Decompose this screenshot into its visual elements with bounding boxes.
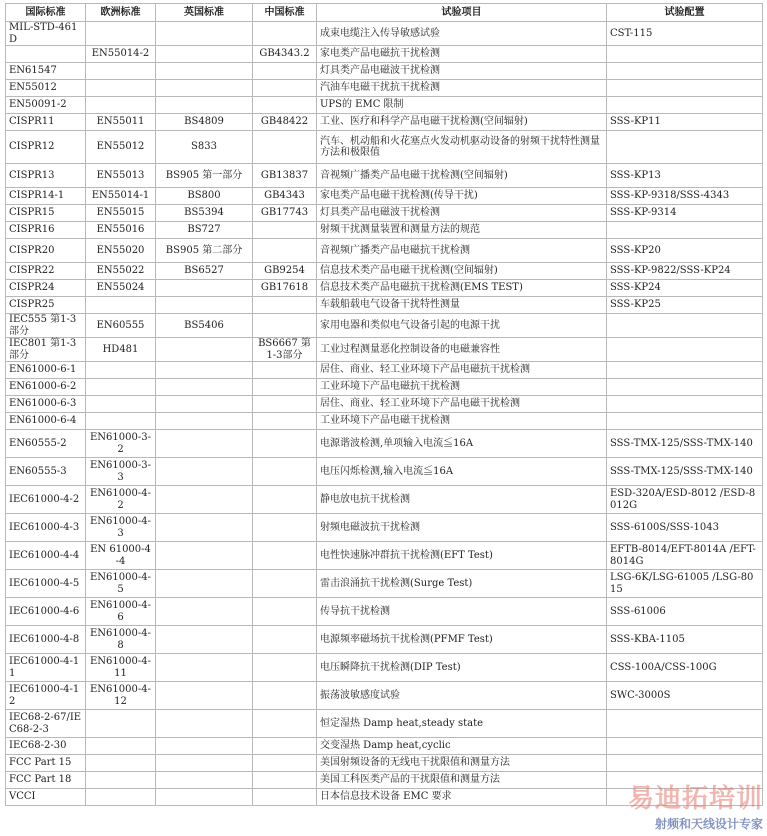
cell-intl-standard: CISPR14-1 [6, 188, 86, 205]
cell-cn-standard: GB48422 [253, 114, 317, 131]
cell-test-item: 射频干扰测量装置和测量方法的规范 [317, 222, 607, 239]
header-uk-standard: 英国标准 [156, 4, 253, 22]
cell-test-item: 工业环境下产品电磁干扰检测 [317, 413, 607, 430]
cell-uk-standard: BS727 [156, 222, 253, 239]
cell-eu-standard: EN61000-4-8 [86, 626, 156, 654]
cell-cn-standard [253, 396, 317, 413]
cell-test-config [607, 222, 763, 239]
cell-test-config [607, 338, 763, 362]
table-row [6, 654, 763, 682]
cell-test-config: SSS-KBA-1105 [607, 626, 763, 654]
cell-intl-standard: EN60555-2 [6, 430, 86, 458]
cell-uk-standard [156, 338, 253, 362]
cell-intl-standard: IEC555 第1-3部分 [6, 314, 86, 338]
cell-test-item: 电压瞬降抗干扰检测(DIP Test) [317, 654, 607, 682]
cell-eu-standard: EN55020 [86, 239, 156, 263]
cell-intl-standard: FCC Part 15 [6, 755, 86, 772]
table-row [6, 430, 763, 458]
cell-uk-standard [156, 738, 253, 755]
cell-cn-standard [253, 413, 317, 430]
table-row [6, 396, 763, 413]
cell-test-config: SSS-6100S/SSS-1043 [607, 514, 763, 542]
cell-eu-standard [86, 362, 156, 379]
cell-intl-standard: CISPR24 [6, 280, 86, 297]
table-row [6, 22, 763, 46]
cell-test-item: 成束电缆注入传导敏感试验 [317, 22, 607, 46]
cell-test-item: 美国工科医类产品的干扰限值和测量方法 [317, 772, 607, 789]
cell-eu-standard [86, 738, 156, 755]
cell-cn-standard [253, 458, 317, 486]
cell-intl-standard: EN61000-6-3 [6, 396, 86, 413]
cell-eu-standard: EN55011 [86, 114, 156, 131]
cell-cn-standard [253, 22, 317, 46]
cell-cn-standard [253, 789, 317, 806]
cell-cn-standard [253, 514, 317, 542]
cell-uk-standard [156, 789, 253, 806]
cell-test-item: 灯具类产品电磁波干扰检测 [317, 63, 607, 80]
cell-intl-standard: CISPR13 [6, 164, 86, 188]
cell-cn-standard [253, 542, 317, 570]
cell-uk-standard [156, 514, 253, 542]
cell-test-item: 电源频率磁场抗干扰检测(PFMF Test) [317, 626, 607, 654]
cell-cn-standard [253, 131, 317, 164]
cell-test-config: SSS-61006 [607, 598, 763, 626]
cell-test-config: SSS-KP24 [607, 280, 763, 297]
cell-uk-standard [156, 542, 253, 570]
cell-cn-standard [253, 80, 317, 97]
cell-test-config [607, 413, 763, 430]
cell-intl-standard: IEC61000-4-6 [6, 598, 86, 626]
cell-eu-standard: EN61000-4-11 [86, 654, 156, 682]
cell-test-config [607, 379, 763, 396]
cell-cn-standard [253, 598, 317, 626]
cell-test-config [607, 710, 763, 738]
cell-cn-standard [253, 772, 317, 789]
cell-eu-standard: EN55022 [86, 263, 156, 280]
cell-test-config [607, 738, 763, 755]
table-row [6, 570, 763, 598]
cell-cn-standard [253, 738, 317, 755]
header-test-item: 试验项目 [317, 4, 607, 22]
cell-test-item: 信息技术类产品电磁抗干扰检测(EMS TEST) [317, 280, 607, 297]
cell-eu-standard [86, 80, 156, 97]
cell-test-item: 工业过程测量恶化控制设备的电磁兼容性 [317, 338, 607, 362]
cell-uk-standard: S833 [156, 131, 253, 164]
cell-eu-standard: EN61000-4-3 [86, 514, 156, 542]
cell-uk-standard [156, 22, 253, 46]
cell-intl-standard: CISPR20 [6, 239, 86, 263]
cell-eu-standard [86, 710, 156, 738]
cell-eu-standard [86, 63, 156, 80]
cell-test-config: SSS-TMX-125/SSS-TMX-140 [607, 430, 763, 458]
cell-test-item: 美国射频设备的无线电干扰限值和测量方法 [317, 755, 607, 772]
cell-eu-standard [86, 396, 156, 413]
cell-uk-standard [156, 379, 253, 396]
cell-test-item: 家电类产品电磁干扰检测(传导干扰) [317, 188, 607, 205]
cell-uk-standard [156, 297, 253, 314]
cell-test-config: SSS-KP-9822/SSS-KP24 [607, 263, 763, 280]
cell-test-item: 静电放电抗干扰检测 [317, 486, 607, 514]
cell-intl-standard: VCCI [6, 789, 86, 806]
table-row [6, 458, 763, 486]
cell-cn-standard [253, 63, 317, 80]
cell-test-item: 居住、商业、轻工业环境下产品电磁干扰检测 [317, 396, 607, 413]
cell-uk-standard [156, 46, 253, 63]
cell-uk-standard [156, 755, 253, 772]
table-row [6, 280, 763, 297]
cell-eu-standard: EN61000-3-3 [86, 458, 156, 486]
table-row [6, 164, 763, 188]
cell-eu-standard: EN60555 [86, 314, 156, 338]
cell-cn-standard: GB17618 [253, 280, 317, 297]
cell-test-item: 居住、商业、轻工业环境下产品电磁抗干扰检测 [317, 362, 607, 379]
cell-eu-standard [86, 755, 156, 772]
cell-test-item: 雷击浪涌抗干扰检测(Surge Test) [317, 570, 607, 598]
cell-eu-standard: EN55013 [86, 164, 156, 188]
table-row [6, 239, 763, 263]
cell-test-config: ESD-320A/ESD-8012 /ESD-8012G [607, 486, 763, 514]
cell-test-item: 射频电磁波抗干扰检测 [317, 514, 607, 542]
cell-test-config: CSS-100A/CSS-100G [607, 654, 763, 682]
cell-uk-standard [156, 486, 253, 514]
cell-cn-standard [253, 239, 317, 263]
cell-cn-standard [253, 755, 317, 772]
cell-test-config: SSS-KP20 [607, 239, 763, 263]
header-test-config: 试验配置 [607, 4, 763, 22]
cell-eu-standard [86, 379, 156, 396]
cell-cn-standard: GB4343 [253, 188, 317, 205]
cell-eu-standard: EN61000-4-5 [86, 570, 156, 598]
cell-uk-standard [156, 598, 253, 626]
cell-test-config [607, 362, 763, 379]
cell-test-item: 信息技术类产品电磁干扰检测(空间辐射) [317, 263, 607, 280]
cell-cn-standard [253, 626, 317, 654]
cell-intl-standard: CISPR15 [6, 205, 86, 222]
cell-eu-standard: EN61000-4-6 [86, 598, 156, 626]
cell-intl-standard: FCC Part 18 [6, 772, 86, 789]
cell-uk-standard: BS800 [156, 188, 253, 205]
cell-intl-standard: CISPR12 [6, 131, 86, 164]
cell-intl-standard: IEC61000-4-2 [6, 486, 86, 514]
cell-intl-standard: CISPR22 [6, 263, 86, 280]
cell-cn-standard [253, 379, 317, 396]
table-row [6, 338, 763, 362]
table-row [6, 626, 763, 654]
cell-cn-standard [253, 297, 317, 314]
cell-uk-standard: BS5394 [156, 205, 253, 222]
cell-uk-standard [156, 710, 253, 738]
cell-eu-standard [86, 97, 156, 114]
cell-test-item: 家用电器和类似电气设备引起的电源干扰 [317, 314, 607, 338]
cell-uk-standard: BS6527 [156, 263, 253, 280]
cell-uk-standard [156, 97, 253, 114]
cell-cn-standard: BS6667 第1-3部分 [253, 338, 317, 362]
table-row [6, 114, 763, 131]
cell-cn-standard [253, 430, 317, 458]
cell-test-config [607, 131, 763, 164]
cell-intl-standard: IEC68-2-67/IEC68-2-3 [6, 710, 86, 738]
cell-cn-standard: GB17743 [253, 205, 317, 222]
cell-test-item: 工业环境下产品电磁抗干扰检测 [317, 379, 607, 396]
cell-cn-standard [253, 222, 317, 239]
cell-intl-standard: EN55012 [6, 80, 86, 97]
table-row [6, 755, 763, 772]
cell-uk-standard [156, 654, 253, 682]
cell-cn-standard [253, 710, 317, 738]
cell-test-item: 恒定湿热 Damp heat,steady state [317, 710, 607, 738]
cell-uk-standard [156, 280, 253, 297]
cell-test-config [607, 80, 763, 97]
cell-intl-standard: CISPR11 [6, 114, 86, 131]
cell-eu-standard: HD481 [86, 338, 156, 362]
cell-uk-standard: BS4809 [156, 114, 253, 131]
table-row [6, 297, 763, 314]
table-row [6, 263, 763, 280]
cell-eu-standard [86, 22, 156, 46]
cell-test-config [607, 63, 763, 80]
cell-intl-standard: IEC801 第1-3部分 [6, 338, 86, 362]
cell-test-config: SSS-KP11 [607, 114, 763, 131]
cell-eu-standard: EN55015 [86, 205, 156, 222]
table-row [6, 772, 763, 789]
cell-eu-standard: EN61000-3-2 [86, 430, 156, 458]
cell-cn-standard [253, 654, 317, 682]
table-row [6, 80, 763, 97]
cell-intl-standard: EN50091-2 [6, 97, 86, 114]
cell-uk-standard: BS905 第一部分 [156, 164, 253, 188]
cell-test-config [607, 97, 763, 114]
cell-uk-standard [156, 396, 253, 413]
cell-cn-standard [253, 486, 317, 514]
cell-test-config [607, 314, 763, 338]
cell-intl-standard: EN61547 [6, 63, 86, 80]
table-row [6, 514, 763, 542]
table-row [6, 598, 763, 626]
cell-test-item: UPS的 EMC 限制 [317, 97, 607, 114]
cell-test-config [607, 755, 763, 772]
cell-cn-standard: GB9254 [253, 263, 317, 280]
cell-intl-standard: CISPR25 [6, 297, 86, 314]
table-row [6, 542, 763, 570]
table-row [6, 413, 763, 430]
cell-test-config: SSS-KP-9314 [607, 205, 763, 222]
cell-intl-standard: IEC61000-4-11 [6, 654, 86, 682]
cell-eu-standard [86, 297, 156, 314]
cell-eu-standard: EN55014-1 [86, 188, 156, 205]
table-row [6, 188, 763, 205]
table-row [6, 314, 763, 338]
cell-cn-standard [253, 314, 317, 338]
watermark-subtitle: 射频和天线设计专家 [654, 817, 763, 831]
table-row [6, 97, 763, 114]
header-intl-standard: 国际标准 [6, 4, 86, 22]
header-eu-standard: 欧洲标准 [86, 4, 156, 22]
table-row [6, 205, 763, 222]
table-row [6, 131, 763, 164]
cell-uk-standard [156, 63, 253, 80]
cell-test-item: 家电类产品电磁抗干扰检测 [317, 46, 607, 63]
cell-eu-standard: EN55016 [86, 222, 156, 239]
cell-intl-standard: IEC61000-4-12 [6, 682, 86, 710]
cell-intl-standard: EN61000-6-2 [6, 379, 86, 396]
cell-test-config: SWC-3000S [607, 682, 763, 710]
cell-cn-standard: GB13837 [253, 164, 317, 188]
cell-eu-standard [86, 413, 156, 430]
table-row [6, 362, 763, 379]
cell-intl-standard: EN60555-3 [6, 458, 86, 486]
cell-intl-standard: IEC61000-4-3 [6, 514, 86, 542]
cell-test-item: 车载船载电气设备干扰特性测量 [317, 297, 607, 314]
cell-test-item: 电性快速脉冲群抗干扰检测(EFT Test) [317, 542, 607, 570]
cell-intl-standard [6, 46, 86, 63]
cell-test-config: SSS-KP-9318/SSS-4343 [607, 188, 763, 205]
cell-cn-standard [253, 97, 317, 114]
cell-cn-standard [253, 362, 317, 379]
cell-test-config: CST-115 [607, 22, 763, 46]
cell-test-item: 灯具类产品电磁波干扰检测 [317, 205, 607, 222]
table-header-row [6, 4, 763, 22]
cell-test-config [607, 396, 763, 413]
cell-eu-standard: EN55012 [86, 131, 156, 164]
cell-test-config: SSS-KP25 [607, 297, 763, 314]
cell-test-item: 电压闪烁检测,输入电流≦16A [317, 458, 607, 486]
cell-uk-standard [156, 626, 253, 654]
cell-test-item: 传导抗干扰检测 [317, 598, 607, 626]
table-body [6, 22, 763, 806]
cell-test-item: 振荡波敏感度试验 [317, 682, 607, 710]
cell-intl-standard: MIL-STD-461D [6, 22, 86, 46]
table-row [6, 46, 763, 63]
cell-test-item: 音视频广播类产品电磁抗干扰检测 [317, 239, 607, 263]
table-row [6, 486, 763, 514]
cell-test-item: 汽车、机动船和火花塞点火发动机驱动设备的射频干扰特性测量方法和极限值 [317, 131, 607, 164]
table-row [6, 710, 763, 738]
cell-intl-standard: EN61000-6-1 [6, 362, 86, 379]
cell-uk-standard [156, 413, 253, 430]
cell-test-item: 日本信息技术设备 EMC 要求 [317, 789, 607, 806]
cell-intl-standard: IEC61000-4-8 [6, 626, 86, 654]
table-row [6, 222, 763, 239]
cell-test-config [607, 789, 763, 806]
cell-test-config: EFTB-8014/EFT-8014A /EFT-8014G [607, 542, 763, 570]
cell-intl-standard: IEC68-2-30 [6, 738, 86, 755]
table-row [6, 789, 763, 806]
cell-test-item: 汽油车电磁干扰抗干扰检测 [317, 80, 607, 97]
cell-eu-standard: EN61000-4-2 [86, 486, 156, 514]
table-row [6, 379, 763, 396]
cell-uk-standard [156, 362, 253, 379]
cell-uk-standard [156, 80, 253, 97]
cell-uk-standard [156, 458, 253, 486]
cell-test-config: SSS-KP13 [607, 164, 763, 188]
table-row [6, 738, 763, 755]
cell-cn-standard: GB4343.2 [253, 46, 317, 63]
cell-test-config: LSG-6K/LSG-61005 /LSG-8015 [607, 570, 763, 598]
cell-test-item: 交变湿热 Damp heat,cyclic [317, 738, 607, 755]
cell-uk-standard [156, 772, 253, 789]
cell-eu-standard: EN55014-2 [86, 46, 156, 63]
emc-standards-table [5, 3, 763, 806]
cell-test-config [607, 46, 763, 63]
cell-uk-standard [156, 570, 253, 598]
cell-cn-standard [253, 570, 317, 598]
cell-intl-standard: EN61000-6-4 [6, 413, 86, 430]
table-row [6, 682, 763, 710]
cell-uk-standard [156, 430, 253, 458]
cell-eu-standard: EN61000-4-12 [86, 682, 156, 710]
table-row [6, 63, 763, 80]
header-cn-standard: 中国标准 [253, 4, 317, 22]
cell-eu-standard: EN55024 [86, 280, 156, 297]
cell-intl-standard: CISPR16 [6, 222, 86, 239]
cell-test-item: 电源谐波检测,单项输入电流≦16A [317, 430, 607, 458]
cell-uk-standard: BS5406 [156, 314, 253, 338]
cell-intl-standard: IEC61000-4-4 [6, 542, 86, 570]
cell-uk-standard [156, 682, 253, 710]
cell-cn-standard [253, 682, 317, 710]
cell-test-config [607, 772, 763, 789]
cell-eu-standard [86, 772, 156, 789]
cell-eu-standard [86, 789, 156, 806]
cell-test-config: SSS-TMX-125/SSS-TMX-140 [607, 458, 763, 486]
cell-eu-standard: EN 61000-4-4 [86, 542, 156, 570]
cell-test-item: 音视频广播类产品电磁干扰检测(空间辐射) [317, 164, 607, 188]
watermark-title: 易迪拓培训 [627, 784, 763, 814]
cell-intl-standard: IEC61000-4-5 [6, 570, 86, 598]
cell-test-item: 工业、医疗和科学产品电磁干扰检测(空间辐射) [317, 114, 607, 131]
cell-uk-standard: BS905 第二部分 [156, 239, 253, 263]
